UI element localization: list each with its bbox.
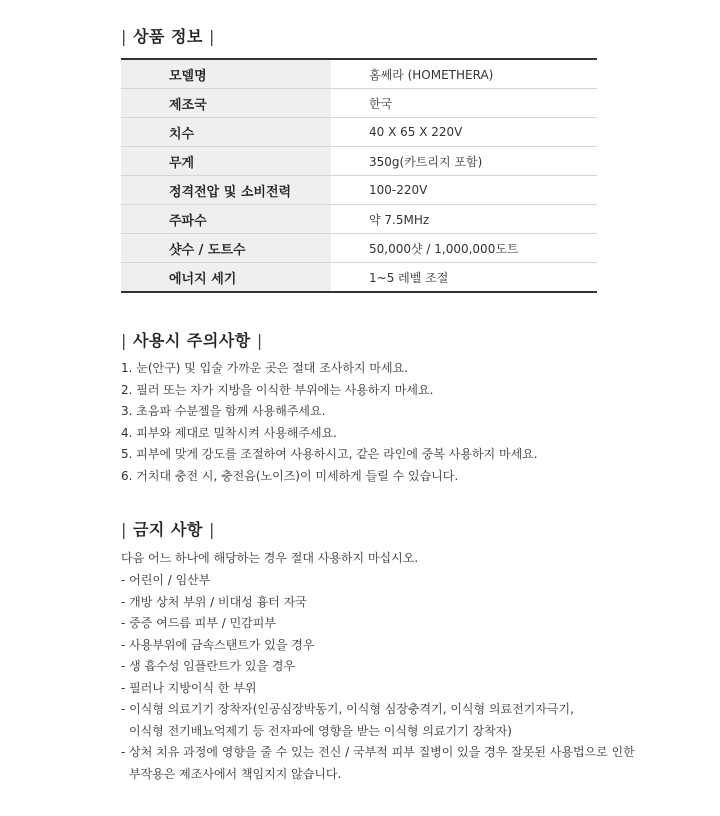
prohibition-item: - 개방 상처 부위 / 비대성 흉터 자국 bbox=[121, 594, 307, 609]
caution-item: 5. 피부에 맞게 강도를 조절하여 사용하시고, 같은 라인에 중복 사용하지 마세요. bbox=[121, 447, 538, 461]
spec-title-text: 상품 정보 bbox=[132, 27, 203, 46]
spec-row bbox=[121, 233, 597, 262]
prohibition-item-continued: 부작용은 제조사에서 책임지지 않습니다. bbox=[129, 766, 342, 781]
caution-title-text: 사용시 주의사항 bbox=[132, 331, 251, 350]
spec-label: 무게 bbox=[121, 147, 331, 175]
caution-item: 2. 필러 또는 자가 지방을 이식한 부위에는 사용하지 마세요. bbox=[121, 382, 434, 397]
spec-row bbox=[121, 146, 597, 175]
spec-section-title bbox=[121, 24, 215, 47]
spec-table bbox=[121, 58, 597, 293]
prohibition-intro: 다음 어느 하나에 해당하는 경우 절대 사용하지 마십시오. bbox=[121, 551, 419, 565]
prohibition-item: - 생 흡수성 임플란트가 있을 경우 bbox=[121, 659, 296, 673]
prohibition-item: - 이식형 의료기기 장착자(인공심장박동기, 이식형 심장충격기, 이식형 의료전기자극기, bbox=[121, 702, 574, 716]
caution-item: 3. 초음파 수분젤을 함께 사용해주세요. bbox=[121, 404, 326, 418]
prohibition-item: - 중증 여드름 피부 / 민감피부 bbox=[121, 616, 276, 630]
title-bar-left: | bbox=[121, 331, 127, 350]
prohibition-title-text: 금지 사항 bbox=[132, 520, 203, 539]
prohibition-item-continued: 이식형 전기배뇨억제기 등 전자파에 영향을 받는 이식형 의료기기 장착자) bbox=[129, 723, 512, 738]
spec-label: 주파수 bbox=[121, 205, 331, 233]
spec-row bbox=[121, 175, 597, 204]
caution-list bbox=[121, 358, 538, 487]
caution-section-title bbox=[121, 328, 263, 351]
spec-row bbox=[121, 204, 597, 233]
title-bar-right: | bbox=[208, 520, 215, 539]
title-bar-left: | bbox=[121, 520, 127, 539]
prohibition-list bbox=[121, 570, 635, 785]
prohibition-item: - 사용부위에 금속스탠트가 있을 경우 bbox=[121, 637, 315, 652]
spec-label: 모델명 bbox=[121, 60, 331, 88]
spec-row bbox=[121, 117, 597, 146]
prohibition-section-title bbox=[121, 517, 215, 540]
spec-value: 1~5 레벨 조절 bbox=[369, 270, 449, 285]
prohibition-item: - 어린이 / 임산부 bbox=[121, 573, 211, 587]
prohibition-item: - 필러나 지방이식 한 부위 bbox=[121, 680, 257, 695]
spec-label: 제조국 bbox=[121, 89, 331, 117]
caution-item: 6. 거치대 충전 시, 충전음(노이즈)이 미세하게 들릴 수 있습니다. bbox=[121, 468, 459, 483]
spec-row bbox=[121, 88, 597, 117]
caution-item: 1. 눈(안구) 및 입술 가까운 곳은 절대 조사하지 마세요. bbox=[121, 361, 408, 375]
spec-value: 약 7.5MHz bbox=[369, 212, 430, 227]
spec-label: 에너지 세기 bbox=[121, 263, 331, 291]
spec-value: 100-220V bbox=[369, 183, 428, 197]
spec-label: 치수 bbox=[121, 118, 331, 146]
spec-label: 정격전압 및 소비전력 bbox=[121, 176, 331, 204]
spec-value: 350g(카트리지 포함) bbox=[369, 154, 483, 169]
title-bar-left: | bbox=[121, 27, 127, 46]
spec-value: 50,000샷 / 1,000,000도트 bbox=[369, 241, 519, 256]
spec-row bbox=[121, 262, 597, 291]
prohibition-item: - 상처 치유 과정에 영향을 줄 수 있는 전신 / 국부적 피부 질병이 있을 경우 잘못된 사용법으로 인한 bbox=[121, 745, 635, 759]
spec-value: 홈쎄라 (HOMETHERA) bbox=[369, 67, 494, 82]
spec-value: 한국 bbox=[369, 96, 393, 111]
spec-row bbox=[121, 60, 597, 88]
caution-item: 4. 피부와 제대로 밀착시켜 사용해주세요. bbox=[121, 425, 337, 440]
spec-value: 40 X 65 X 220V bbox=[369, 125, 463, 139]
spec-label: 샷수 / 도트수 bbox=[121, 234, 331, 262]
title-bar-right: | bbox=[208, 27, 215, 46]
title-bar-right: | bbox=[256, 331, 263, 350]
